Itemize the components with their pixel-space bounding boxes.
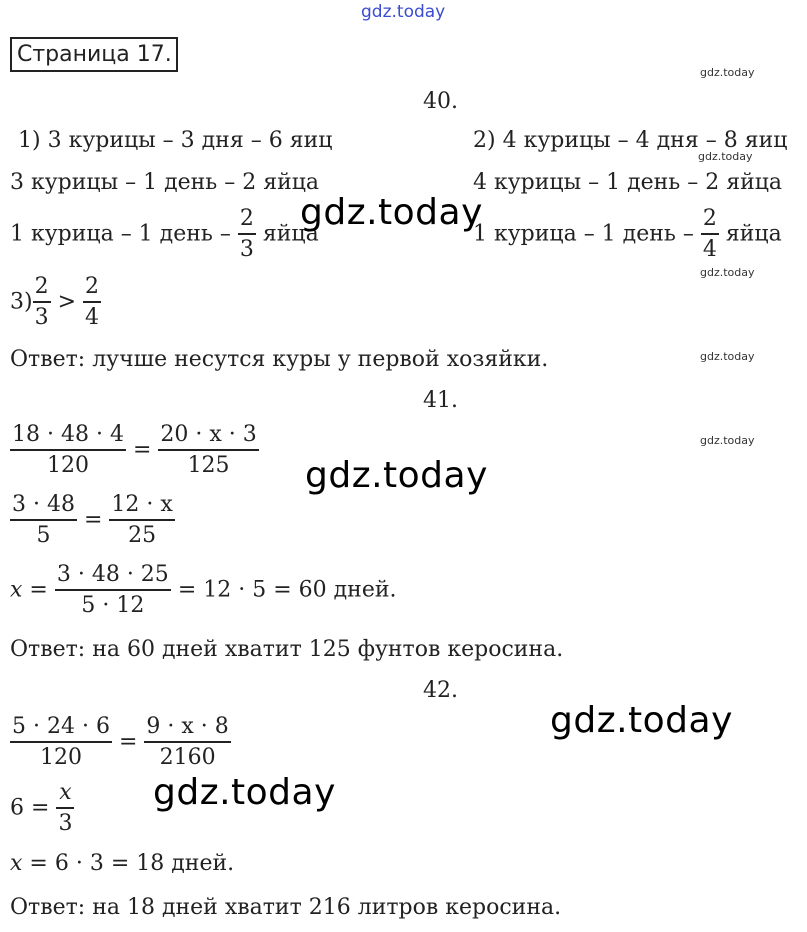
fraction — [83, 276, 101, 329]
answer: Ответ: на 60 дней хватит 125 фунтов керосина. — [10, 637, 564, 662]
operator: = — [132, 437, 152, 463]
watermark-large: gdz.today — [300, 192, 483, 233]
fraction — [55, 564, 171, 617]
watermark-small: gdz.today — [700, 434, 755, 447]
fraction — [144, 716, 230, 769]
watermark-large: gdz.today — [305, 455, 488, 496]
fraction — [109, 494, 174, 547]
page-title: Страница 17. — [10, 37, 178, 72]
text-line: 2) 4 курицы – 4 дня – 8 яиц — [473, 128, 788, 153]
denominator: 120 — [39, 745, 82, 770]
denominator: 3 — [58, 811, 73, 836]
fraction — [238, 208, 256, 261]
operator: = — [118, 729, 138, 755]
numerator: 2 — [33, 276, 51, 303]
numerator: 2 — [83, 276, 101, 303]
text-part: = 12 · 5 = 60 дней. — [177, 577, 397, 603]
text-part: = 6 · 3 = 18 дней. — [29, 851, 235, 876]
equation — [10, 851, 234, 877]
fraction — [33, 276, 51, 329]
fraction — [10, 424, 126, 477]
numerator: x — [56, 782, 74, 809]
denominator: 5 · 12 — [81, 593, 145, 618]
numerator: 3 · 48 · 25 — [55, 564, 171, 591]
denominator: 25 — [128, 523, 157, 548]
fraction-line — [473, 208, 782, 261]
denominator: 5 — [36, 523, 51, 548]
numerator: 3 · 48 — [10, 494, 77, 521]
denominator: 4 — [702, 237, 717, 262]
equation — [10, 494, 175, 547]
watermark-small: gdz.today — [700, 350, 755, 363]
text-part: 3) — [10, 289, 33, 315]
text-line: 3 курицы – 1 день – 2 яйца — [10, 170, 320, 195]
watermark-large: gdz.today — [153, 772, 336, 813]
denominator: 3 — [239, 237, 254, 262]
equation — [10, 424, 259, 477]
answer: Ответ: на 18 дней хватит 216 литров керосина. — [10, 895, 562, 920]
watermark-small: gdz.today — [700, 266, 755, 279]
fraction — [10, 716, 112, 769]
watermark-small: gdz.today — [700, 66, 755, 79]
text-part: 6 = — [10, 795, 50, 821]
watermark-small: gdz.today — [698, 150, 753, 163]
denominator: 2160 — [159, 745, 216, 770]
text-part: яйца — [262, 221, 319, 247]
denominator: 120 — [46, 453, 89, 478]
numerator: 2 — [238, 208, 256, 235]
comparison — [10, 276, 101, 329]
numerator: 18 · 48 · 4 — [10, 424, 126, 451]
numerator: 5 · 24 · 6 — [10, 716, 112, 743]
equation — [10, 782, 74, 835]
fraction — [158, 424, 258, 477]
fraction — [10, 494, 77, 547]
denominator: 4 — [85, 305, 100, 330]
text-line: 1) 3 курицы – 3 дня – 6 яиц — [18, 128, 333, 153]
numerator: 9 · x · 8 — [144, 716, 230, 743]
problem-number: 41. — [423, 388, 458, 413]
text-part: 1 курица – 1 день – — [10, 221, 231, 247]
watermark-top: gdz.today — [361, 2, 446, 22]
problem-number: 40. — [423, 89, 458, 114]
operator: = — [29, 577, 48, 603]
denominator: 125 — [187, 453, 230, 478]
answer: Ответ: лучше несутся куры у первой хозяйки. — [10, 347, 549, 372]
equation — [10, 716, 231, 769]
fraction — [701, 208, 719, 261]
text-line: 4 курицы – 1 день – 2 яйца — [473, 170, 783, 195]
numerator: 2 — [701, 208, 719, 235]
equation — [10, 564, 397, 617]
operator: > — [57, 289, 77, 315]
text-part: яйца — [725, 221, 782, 247]
variable: x — [10, 851, 23, 876]
watermark-large: gdz.today — [550, 700, 733, 741]
variable: x — [10, 577, 23, 603]
numerator: 20 · x · 3 — [158, 424, 258, 451]
denominator: 3 — [34, 305, 49, 330]
fraction — [56, 782, 74, 835]
operator: = — [83, 507, 103, 533]
problem-number: 42. — [423, 678, 458, 703]
fraction-line — [10, 208, 319, 261]
numerator: 12 · x — [109, 494, 174, 521]
text-part: 1 курица – 1 день – — [473, 221, 694, 247]
